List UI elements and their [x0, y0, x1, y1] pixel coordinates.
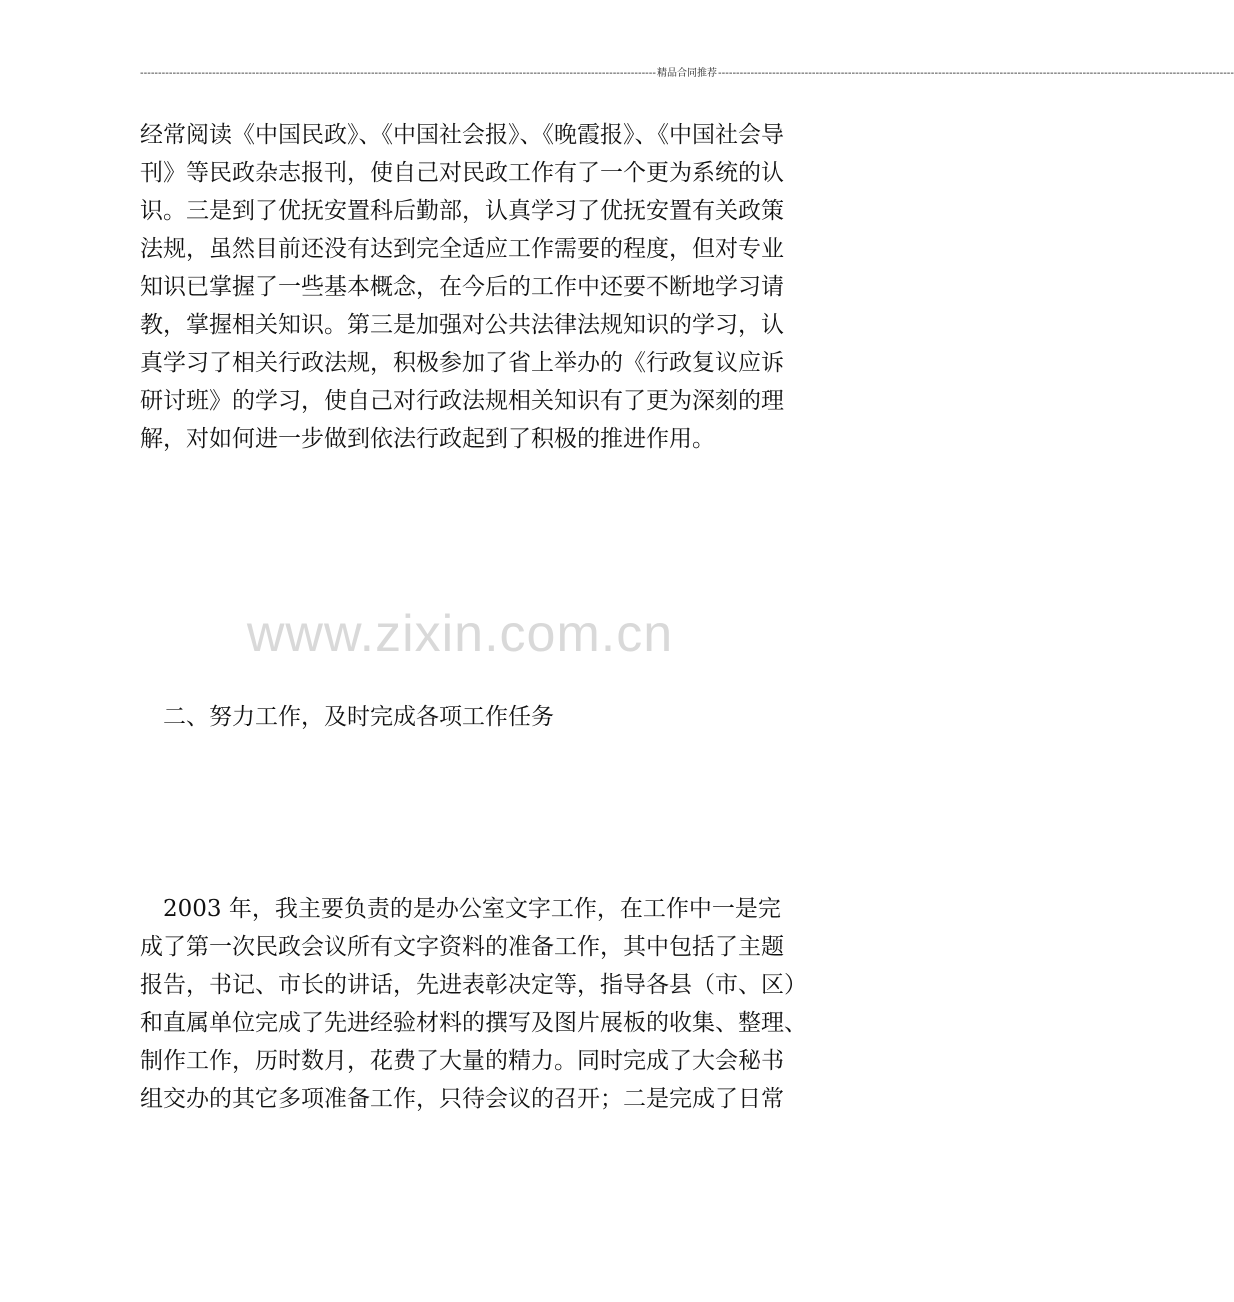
watermark: www.zixin.com.cn: [246, 605, 674, 663]
paragraph-line: 制作工作，历时数月，花费了大量的精力。同时完成了大会秘书: [140, 1048, 784, 1074]
paragraph-line: 知识已掌握了一些基本概念，在今后的工作中还要不断地学习请: [140, 274, 784, 300]
paragraph-line: 报告，书记、市长的讲话，先进表彰决定等，指导各县（市、区）: [140, 972, 807, 998]
paragraph-line: 经常阅读《中国民政》、《中国社会报》、《晚霞报》、《中国社会导: [140, 122, 784, 148]
paragraph-line: 研讨班》的学习，使自己对行政法规相关知识有了更为深刻的理: [140, 388, 784, 414]
paragraph-line: 刊》等民政杂志报刊，使自己对民政工作有了一个更为系统的认: [140, 160, 784, 186]
header-rule-right: -----------------------------------------------------------------------------------------------------------------------------------------------: [718, 68, 1234, 79]
paragraph-line: 教，掌握相关知识。第三是加强对公共法律法规知识的学习，认: [140, 312, 784, 338]
header-rule-left: -----------------------------------------------------------------------------------------------------------------------------------------------: [140, 68, 657, 79]
paragraph-line: 真学习了相关行政法规，积极参加了省上举办的《行政复议应诉: [140, 350, 784, 376]
paragraph-line: 成了第一次民政会议所有文字资料的准备工作，其中包括了主题: [140, 934, 784, 960]
paragraph-line: 组交办的其它多项准备工作，只待会议的召开；二是完成了日常: [140, 1086, 784, 1112]
body-paragraph-1: [140, 116, 784, 458]
paragraph-line: 识。三是到了优抚安置科后勤部，认真学习了优抚安置有关政策: [140, 198, 784, 224]
section-heading: 二、努力工作，及时完成各项工作任务: [163, 704, 554, 730]
paragraph-line: 和直属单位完成了先进经验材料的撰写及图片展板的收集、整理、: [140, 1010, 807, 1036]
paragraph-line: 法规，虽然目前还没有达到完全适应工作需要的程度，但对专业: [140, 236, 784, 262]
paragraph-line: 解，对如何进一步做到依法行政起到了积极的推进作用。: [140, 426, 715, 452]
page-header: [140, 66, 1234, 82]
paragraph-line: 2003 年，我主要负责的是办公室文字工作，在工作中一是完: [140, 896, 781, 922]
header-label: 精品合同推荐: [657, 68, 718, 79]
body-paragraph-2: [140, 890, 807, 1118]
